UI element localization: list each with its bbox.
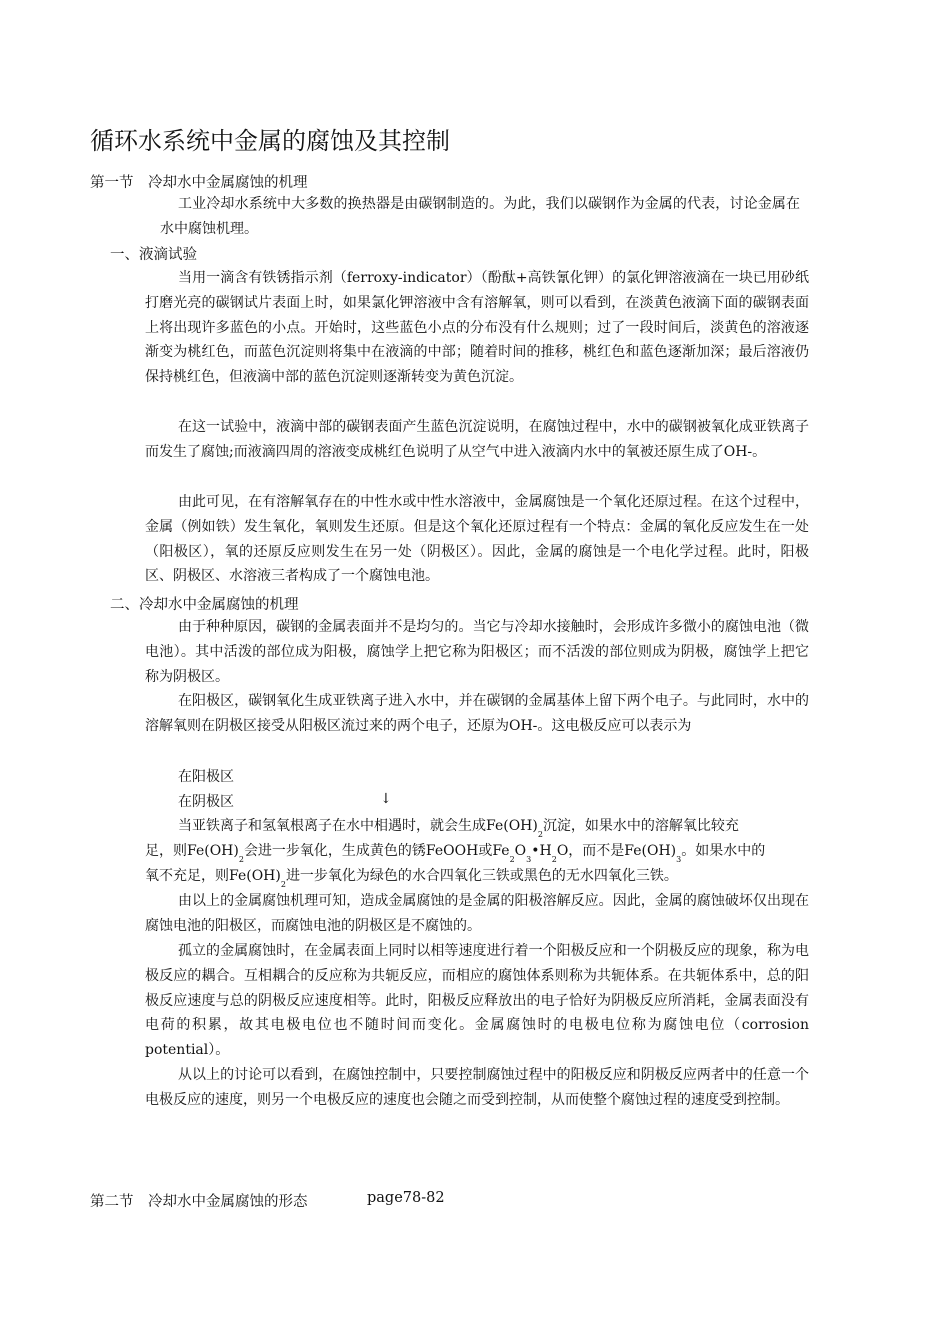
paragraph-fe-oh-line2: 足，则$Fe(OH)_2$会进一步氧化，生成黄色的锈FeOOH或$Fe_2O_3•H_2O$，而不是$Fe(OH)_3$。如果水中的 bbox=[145, 843, 766, 864]
section1-heading: 第一节 冷却水中金属腐蚀的机理 bbox=[90, 175, 308, 191]
paragraph-redox: 由此可见，在有溶解氧存在的中性水或中性水溶液中，金属腐蚀是一个氧化还原过程。在这个过程中，金属（例如铁）发生氧化，氧则发生还原。但是这个氧化还原过程有一个特点：金属的氧化反应发生在一处（阳极区），氧的还原反应则发生在另一处（阴极区）。因此，金属的腐蚀是一个电化学过程。此时，阳极区、阴极区、水溶液三者构成了一个腐蚀电池。 bbox=[145, 494, 809, 585]
down-arrow-icon: ↓ bbox=[380, 791, 392, 807]
section2-heading: 第二节 冷却水中金属腐蚀的形态 bbox=[90, 1194, 308, 1210]
paragraph-fe-oh-line1: 当亚铁离子和氢氧根离子在水中相遇时，就会生成$Fe(OH)_2$沉淀，如果水中的溶解氧比较充 bbox=[178, 818, 739, 839]
paragraph-anodic-dissolution: 由以上的金属腐蚀机理可知，造成金属腐蚀的是金属的阳极溶解反应。因此，金属的腐蚀破坏仅出现在腐蚀电池的阳极区，而腐蚀电池的阴极区是不腐蚀的。 bbox=[145, 893, 809, 934]
paragraph-coupling: 孤立的金属腐蚀时，在金属表面上同时以相等速度进行着一个阳极反应和一个阴极反应的现象，称为电极反应的耦合。互相耦合的反应称为共轭反应，而相应的腐蚀体系则称为共轭体系。在共轭体系中，总的阳极反应速度与总的阴极反应速度相等。此时，阳极反应释放出的电子恰好为阴极反应所消耗，金属表面没有电荷的积累，故其电极电位也不随时间而变化。金属腐蚀时的电极电位称为腐蚀电位（corrosion potential）。 bbox=[145, 943, 809, 1059]
paragraph-droplet-test: 当用一滴含有铁锈指示剂（ferroxy-indicator）（酚酞+高铁氰化钾）的氯化钾溶液滴在一块已用砂纸打磨光亮的碳钢试片表面上时，如果氯化钾溶液中含有溶解氧，则可以看到，在淡黄色液滴下面的碳钢表面上将出现许多蓝色的小点。开始时，这些蓝色小点的分布没有什么规则；过了一段时间后，淡黄色的溶液逐渐变为桃红色，而蓝色沉淀则将集中在液滴的中部；随着时间的推移，桃红色和蓝色逐渐加深；最后溶液仍保持桃红色，但液滴中部的蓝色沉淀则逐渐转变为黄色沉淀。 bbox=[145, 270, 809, 386]
paragraph-droplet-explanation: 在这一试验中，液滴中部的碳钢表面产生蓝色沉淀说明，在腐蚀过程中，水中的碳钢被氧化成亚铁离子而发生了腐蚀;而液滴四周的溶液变成桃红色说明了从空气中进入液滴内水中的氧被还原生成了OH-。 bbox=[145, 419, 809, 460]
paragraph-microcell: 由于种种原因，碳钢的金属表面并不是均匀的。当它与冷却水接触时，会形成许多微小的腐蚀电池（微电池）。其中活泼的部位成为阳极，腐蚀学上把它称为阳极区；而不活泼的部位则成为阴极，腐蚀学上把它称为阴极区。 bbox=[145, 619, 809, 685]
section2-page-range: page78-82 bbox=[367, 1190, 445, 1206]
anode-label: 在阳极区 bbox=[178, 769, 234, 785]
subsection1-heading: 一、液滴试验 bbox=[110, 247, 197, 263]
paragraph-control: 从以上的讨论可以看到，在腐蚀控制中，只要控制腐蚀过程中的阳极反应和阴极反应两者中的任意一个电极反应的速度，则另一个电极反应的速度也会随之而受到控制，从而使整个腐蚀过程的速度受到控制。 bbox=[145, 1067, 809, 1108]
paragraph-fe-oh-line3: 氧不充足，则$Fe(OH)_2$进一步氧化为绿色的水合四氧化三铁或黑色的无水四氧化三铁。 bbox=[145, 868, 678, 889]
intro-paragraph: 工业冷却水系统中大多数的换热器是由碳钢制造的。为此，我们以碳钢作为金属的代表，讨论金属在水中腐蚀机理。 bbox=[160, 196, 800, 237]
subsection2-heading: 二、冷却水中金属腐蚀的机理 bbox=[110, 597, 299, 613]
paragraph-electrode-reaction: 在阳极区，碳钢氧化生成亚铁离子进入水中，并在碳钢的金属基体上留下两个电子。与此同时，水中的溶解氧则在阴极区接受从阳极区流过来的两个电子，还原为OH-。这电极反应可以表示为 bbox=[145, 693, 809, 734]
page-title: 循环水系统中金属的腐蚀及其控制 bbox=[90, 127, 450, 155]
cathode-label: 在阴极区 bbox=[178, 794, 234, 810]
